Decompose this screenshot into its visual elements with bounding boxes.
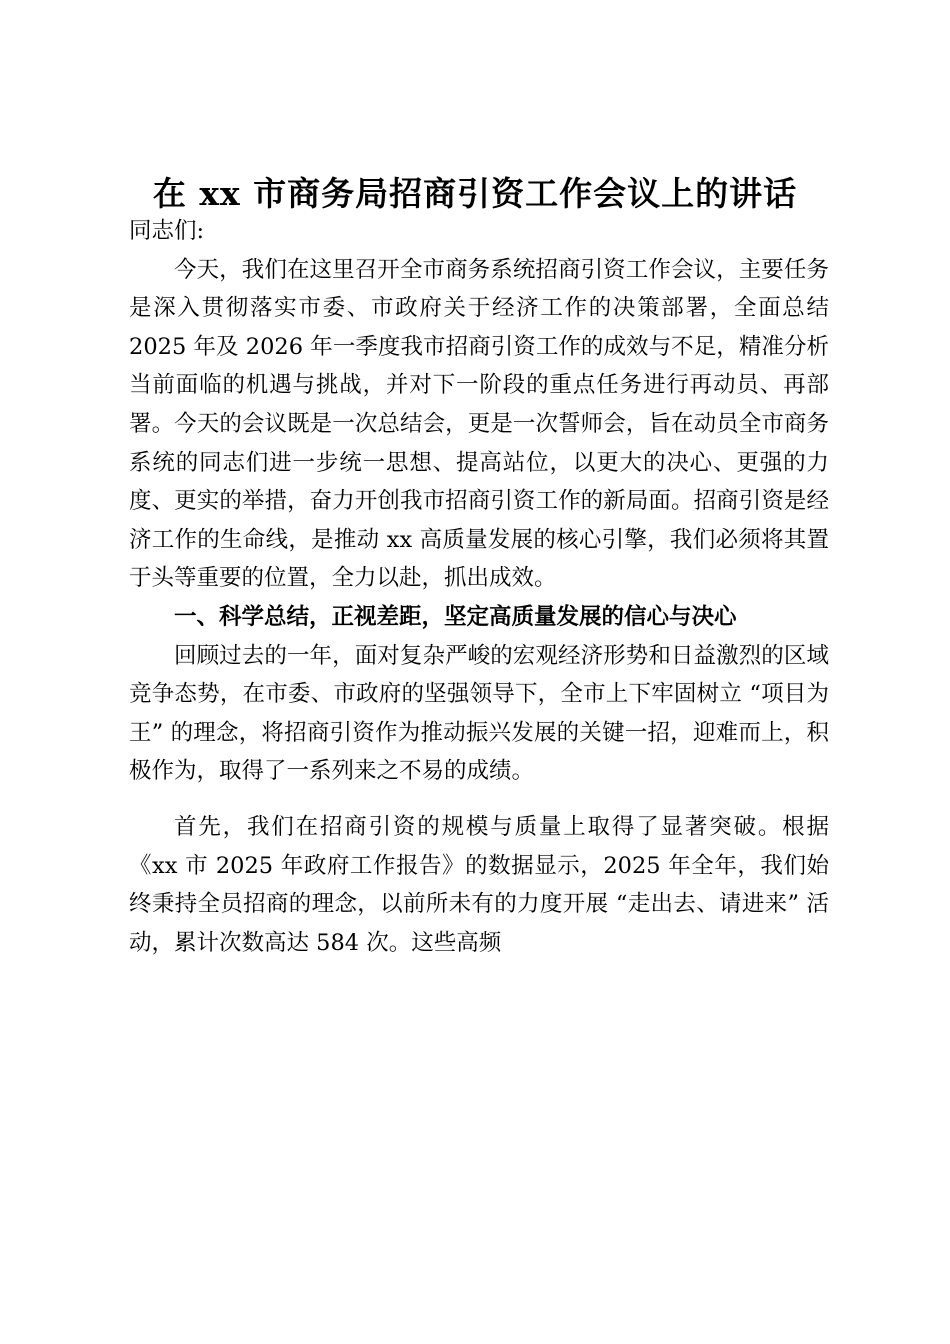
section-paragraph: 首先，我们在招商引资的规模与质量上取得了显著突破。根据《xx 市 2025 年政府工作报告》的数据显示，2025 年全年，我们始终秉持全员招商的理念，以前所未有的力度开展 “走出去、请进来” 活动，累计次数高达 584 次。这些高频 (129, 813, 829, 956)
document-title: 在 xx 市商务局招商引资工作会议上的讲话 (152, 174, 798, 213)
document-body (129, 212, 829, 962)
salutation: 同志们: (129, 218, 205, 244)
section-heading: 一、科学总结，正视差距，坚定高质量发展的信心与决心 (174, 603, 737, 630)
section-paragraph: 回顾过去的一年，面对复杂严峻的宏观经济形势和日益激烈的区域竞争态势，在市委、市政府的坚强领导下，全市上下牢固树立 “项目为王” 的理念，将招商引资作为推动振兴发展的关键一招，迎难而上，积极作为，取得了一系列来之不易的成绩。 (129, 642, 829, 785)
intro-paragraph: 今天，我们在这里召开全市商务系统招商引资工作会议，主要任务是深入贯彻落实市委、市政府关于经济工作的决策部署，全面总结 2025 年及 2026 年一季度我市招商引资工作的成效与不足，精准分析当前面临的机遇与挑战，并对下一阶段的重点任务进行再动员、再部署。今天的会议既是一次总结会，更是一次誓师会，旨在动员全市商务系统的同志们进一步统一思想、提高站位，以更大的决心、更强的力度、更实的举措，奋力开创我市招商引资工作的新局面。招商引资是经济工作的生命线，是推动 xx 高质量发展的核心引擎，我们必须将其置于头等重要的位置，全力以赴，抓出成效。 (129, 256, 829, 592)
